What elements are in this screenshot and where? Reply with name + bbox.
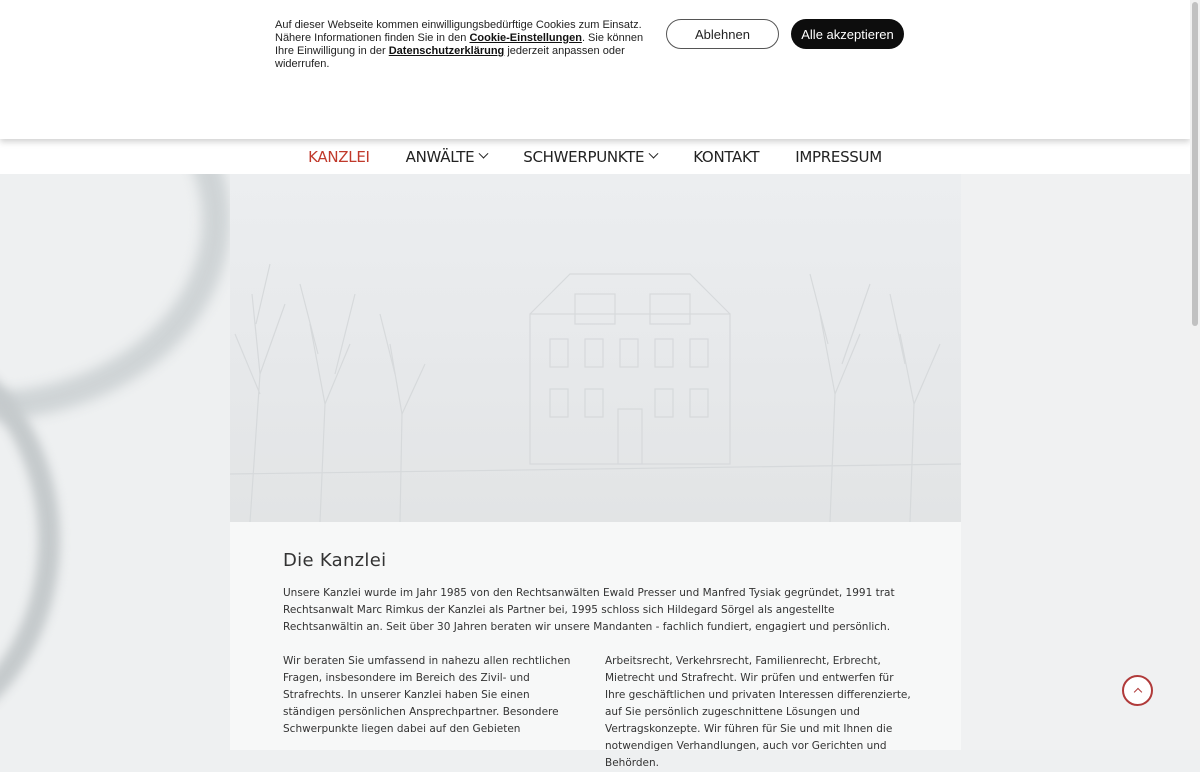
scrollbar[interactable] <box>1190 0 1200 750</box>
background-panel <box>961 174 1190 750</box>
faded-building-illustration <box>230 174 961 522</box>
kanzlei-section <box>230 522 961 769</box>
decline-button[interactable]: Ablehnen <box>666 19 779 49</box>
privacy-policy-link[interactable]: Datenschutzerklärung <box>388 45 505 57</box>
nav-item-schwerpunkte[interactable] <box>505 148 675 166</box>
nav-item-anwaelte[interactable] <box>388 148 506 166</box>
cookie-text-part: Auf dieser Webseite kommen einwilligungsbedürftige Cookies zum Einsatz. Nähere Informationen finden Sie in den <box>275 19 642 44</box>
nav-item-label: ANWÄLTE <box>405 147 475 166</box>
main-navigation <box>0 139 1190 174</box>
nav-item-kontakt[interactable] <box>675 148 777 166</box>
cookie-text-part: . Sie können Ihre Einwilligung in der <box>275 32 644 57</box>
chevron-up-icon <box>1133 688 1141 696</box>
section-title: Die Kanzlei <box>283 550 387 571</box>
nav-item-label: KANZLEI <box>308 147 370 166</box>
cookie-banner-text <box>275 19 645 71</box>
nav-item-label: SCHWERPUNKTE <box>523 147 645 166</box>
cookie-text-part: jederzeit anpassen oder widerrufen. <box>275 45 625 70</box>
chevron-down-icon <box>479 149 489 159</box>
cookie-banner <box>0 0 1190 139</box>
back-to-top-button[interactable] <box>1122 675 1153 706</box>
nav-item-kanzlei[interactable] <box>290 148 388 166</box>
hero-image <box>230 174 961 522</box>
left-column-text: Wir beraten Sie umfassend in nahezu allen rechtlichen Fragen, insbesondere im Bereich des Zivil- und Strafrechts. In unserer Kanzlei haben Sie einen ständigen persönlichen Ansprechpartner. Besondere Schwerpunkte liegen dabei auf den Gebieten <box>283 655 571 735</box>
scrollbar-thumb[interactable] <box>1192 2 1198 326</box>
cookie-settings-link[interactable]: Cookie-Einstellungen <box>469 32 582 44</box>
chevron-down-icon <box>649 149 659 159</box>
nav-item-label: IMPRESSUM <box>795 147 882 166</box>
nav-item-impressum[interactable] <box>777 148 900 166</box>
right-column-text: Arbeitsrecht, Verkehrsrecht, Familienrecht, Erbrecht, Mietrecht und Strafrecht. Wir prüfen und entwerfen für Ihre geschäftlichen und privaten Interessen differenzierte, auf Sie persönlich zugeschnittene Lösungen und Vertragskonzepte. Wir führen für Sie und mit Ihnen die notwendigen Verhandlungen, auch vor Gerichten und Behörden. <box>605 655 911 769</box>
nav-item-label: KONTAKT <box>693 147 760 166</box>
accept-all-button[interactable]: Alle akzeptieren <box>791 19 904 49</box>
intro-paragraph: Unsere Kanzlei wurde im Jahr 1985 von den Rechtsanwälten Ewald Presser und Manfred Tysiak gegründet, 1991 trat Rechtsanwalt Marc Rimkus der Kanzlei als Partner bei, 1995 schloss sich Hildegard Sörgel als angestellte Rechtsanwältin an. Seit über 30 Jahren beraten wir unsere Mandanten - fachlich fundiert, engagiert und persönlich. <box>283 587 895 633</box>
